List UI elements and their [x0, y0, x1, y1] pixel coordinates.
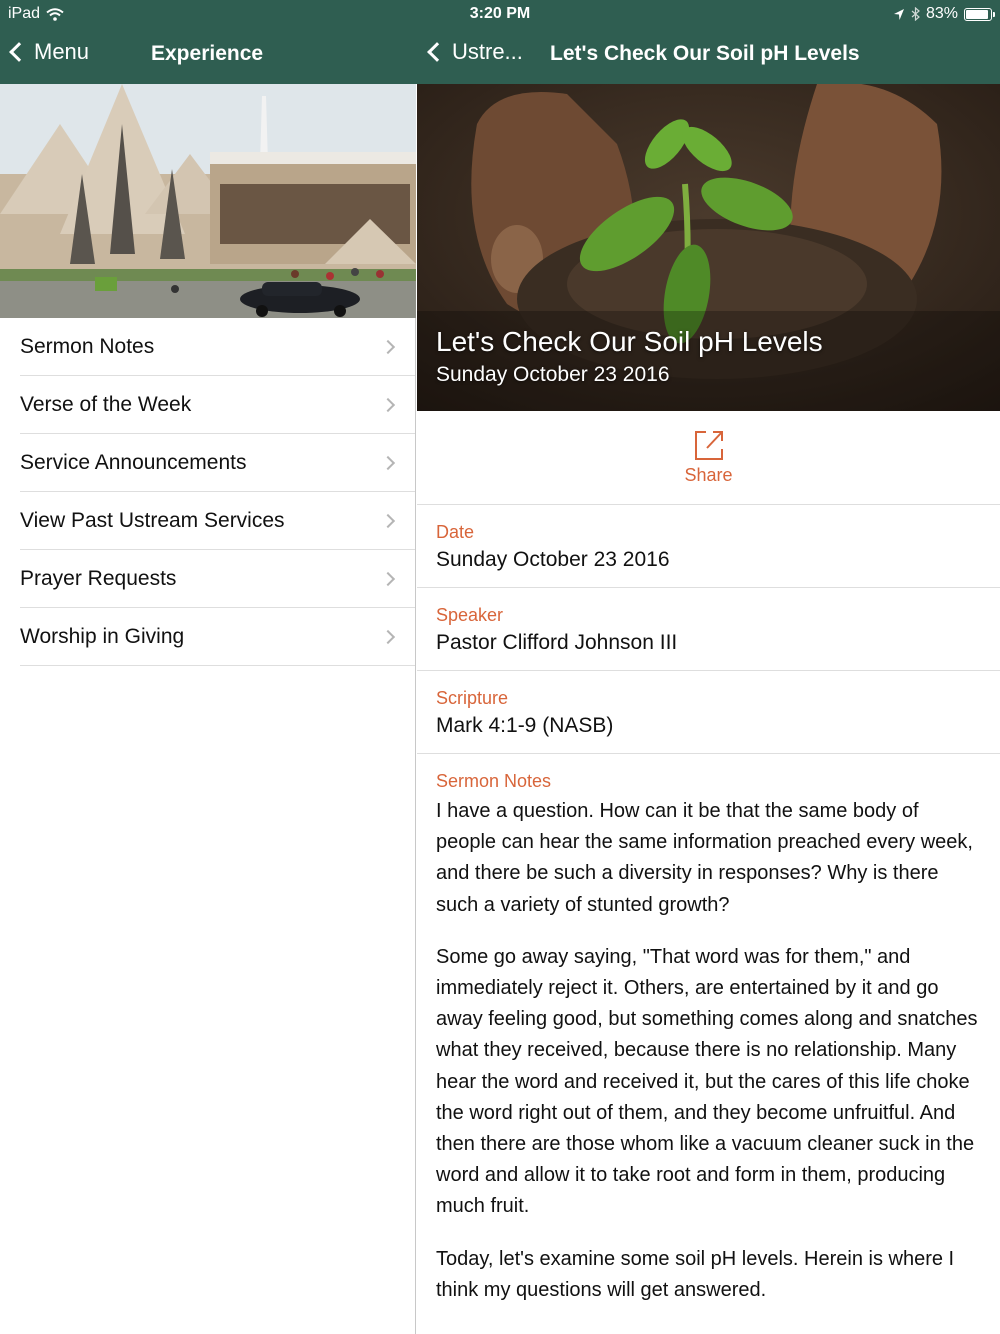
menu-item-label: Verse of the Week [20, 392, 192, 416]
share-label: Share [684, 465, 733, 485]
sermon-date-subtitle: Sunday October 23 2016 [436, 363, 670, 386]
chevron-right-icon [381, 630, 395, 644]
menu-item-label: Prayer Requests [20, 566, 177, 590]
battery-percent: 83% [925, 5, 958, 22]
menu-item-label: Worship in Giving [20, 624, 185, 648]
chevron-right-icon [381, 456, 395, 470]
scripture-field [417, 671, 1000, 754]
menu-item-worship-in-giving[interactable] [20, 608, 415, 666]
left-navigation-bar [0, 28, 416, 84]
speaker-value: Pastor Clifford Johnson III [436, 631, 678, 654]
menu-back-label: Menu [34, 39, 90, 64]
sermon-detail-panel [417, 84, 1000, 1334]
date-label: Date [436, 522, 475, 542]
share-row [417, 411, 1000, 505]
status-time: 3:20 PM [469, 5, 531, 22]
battery-icon [964, 8, 992, 21]
scripture-value: Mark 4:1-9 (NASB) [436, 714, 614, 737]
menu-item-service-announcements[interactable] [20, 434, 415, 492]
speaker-label: Speaker [436, 605, 504, 625]
hero-caption [436, 324, 823, 390]
experience-menu [0, 318, 415, 666]
share-icon [694, 429, 724, 461]
menu-back-button[interactable] [8, 39, 89, 65]
status-right [893, 5, 992, 23]
ustream-back-label: Ustre... [452, 39, 523, 64]
right-nav-title: Let's Check Our Soil pH Levels [550, 42, 860, 65]
date-value: Sunday October 23 2016 [436, 548, 670, 571]
menu-item-label: Service Announcements [20, 450, 247, 474]
ustream-back-button[interactable] [426, 39, 523, 65]
menu-item-past-ustream-services[interactable] [20, 492, 415, 550]
church-building-image [0, 84, 416, 318]
right-navigation-bar [416, 28, 1000, 84]
chevron-right-icon [381, 398, 395, 412]
bluetooth-icon [911, 7, 920, 21]
sermon-hero-image [417, 84, 1000, 411]
menu-item-prayer-requests[interactable] [20, 550, 415, 608]
church-illustration [0, 84, 416, 318]
speaker-field [417, 588, 1000, 671]
share-button[interactable] [417, 429, 1000, 486]
scripture-label: Scripture [436, 688, 509, 708]
top-bar [0, 0, 1000, 84]
sermon-notes-paragraph: Some go away saying, "That word was for them," and immediately reject it. Others, are entertained by it and go away feeling good, but something comes along and snatches what they received, because there is no relationship. Many hear the word and received it, but the cares of this life choke the word right out of them, and they become unfruitful. And then there are those whom like a vacuum cleaner suck in the word and allow it to take root and form in them, producing much fruit. [436, 945, 978, 1218]
chevron-right-icon [381, 514, 395, 528]
left-panel [0, 84, 416, 1334]
chevron-left-icon [427, 42, 447, 62]
date-field [417, 505, 1000, 588]
menu-item-label: View Past Ustream Services [20, 508, 285, 532]
sermon-notes-paragraph: Today, let's examine some soil pH levels. Herein is where I think my questions will get answered. [436, 1247, 955, 1301]
status-bar [0, 0, 1000, 28]
sermon-title: Let's Check Our Soil pH Levels [436, 326, 823, 357]
sermon-notes-label: Sermon Notes [436, 771, 552, 791]
chevron-left-icon [9, 42, 29, 62]
device-label: iPad [8, 5, 41, 22]
chevron-right-icon [381, 340, 395, 354]
sermon-notes-paragraph: I have a question. How can it be that the same body of people can hear the same information preached every week, and there be such a diversity in responses? Why is there such a variety of stunted growth? [436, 800, 973, 916]
left-nav-title: Experience [151, 42, 264, 65]
chevron-right-icon [381, 572, 395, 586]
sermon-notes-section [417, 754, 1000, 1306]
menu-item-sermon-notes[interactable] [20, 318, 415, 376]
menu-item-label: Sermon Notes [20, 334, 155, 358]
menu-item-verse-of-the-week[interactable] [20, 376, 415, 434]
location-icon [893, 8, 905, 21]
